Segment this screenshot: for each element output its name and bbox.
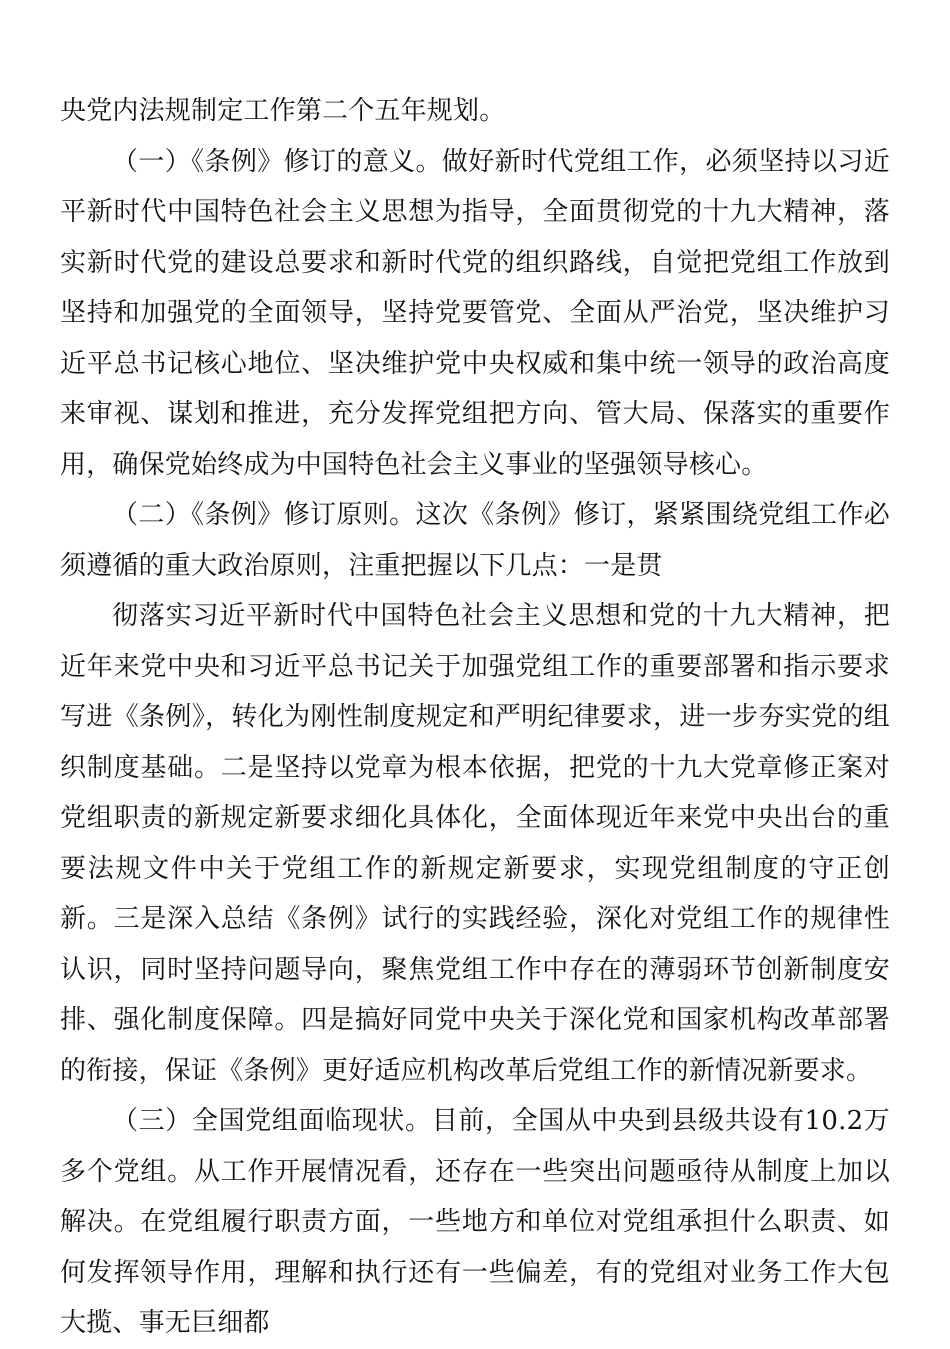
paragraph-significance: （一）《条例》修订的意义。做好新时代党组工作，必须坚持以习近平新时代中国特色社会主义思想为指导，全面贯彻党的十九大精神，落实新时代党的建设总要求和新时代党的组织路线，自觉把党组工作放到坚持和加强党的全面领导，坚持党要管党、全面从严治党，坚决维护习近平总书记核心地位、坚决维护党中央权威和集中统一领导的政治高度来审视、谋划和推进，充分发挥党组把方向、管大局、保落实的重要作用，确保党始终成为中国特色社会主义事业的坚强领导核心。 xyxy=(60,146,890,480)
paragraph-principles-continued: 彻落实习近平新时代中国特色社会主义思想和党的十九大精神，把近年来党中央和习近平总书记关于加强党组工作的重要部署和指示要求写进《条例》，转化为刚性制度规定和严明纪律要求，进一步夯实党的组织制度基础。二是坚持以党章为根本依据，把党的十九大党章修正案对党组职责的新规定新要求细化具体化，全面体现近年来党中央出台的重要法规文件中关于党组工作的新规定新要求，实现党组制度的守正创新。三是深入总结《条例》试行的实践经验，深化对党组工作的规律性认识，同时坚持问题导向，聚焦党组工作中存在的薄弱环节创新制度安排、强化制度保障。四是搞好同党中央关于深化党和国家机构改革部署的衔接，保证《条例》更好适应机构改革后党组工作的新情况新要求。 xyxy=(60,601,890,1086)
paragraph-principles: （二）《条例》修订原则。这次《条例》修订，紧紧围绕党组工作必须遵循的重大政治原则，注重把握以下几点：一是贯 xyxy=(60,500,890,581)
document-page xyxy=(60,86,890,1349)
paragraph-continuation: 央党内法规制定工作第二个五年规划。 xyxy=(60,96,506,126)
paragraph-current-status: （三）全国党组面临现状。目前，全国从中央到县级共设有10.2万多个党组。从工作开展情况看，还存在一些突出问题亟待从制度上加以解决。在党组履行职责方面，一些地方和单位对党组承担什么职责、如何发挥领导作用，理解和执行还有一些偏差，有的党组对业务工作大包大揽、事无巨细都 xyxy=(60,1106,890,1338)
